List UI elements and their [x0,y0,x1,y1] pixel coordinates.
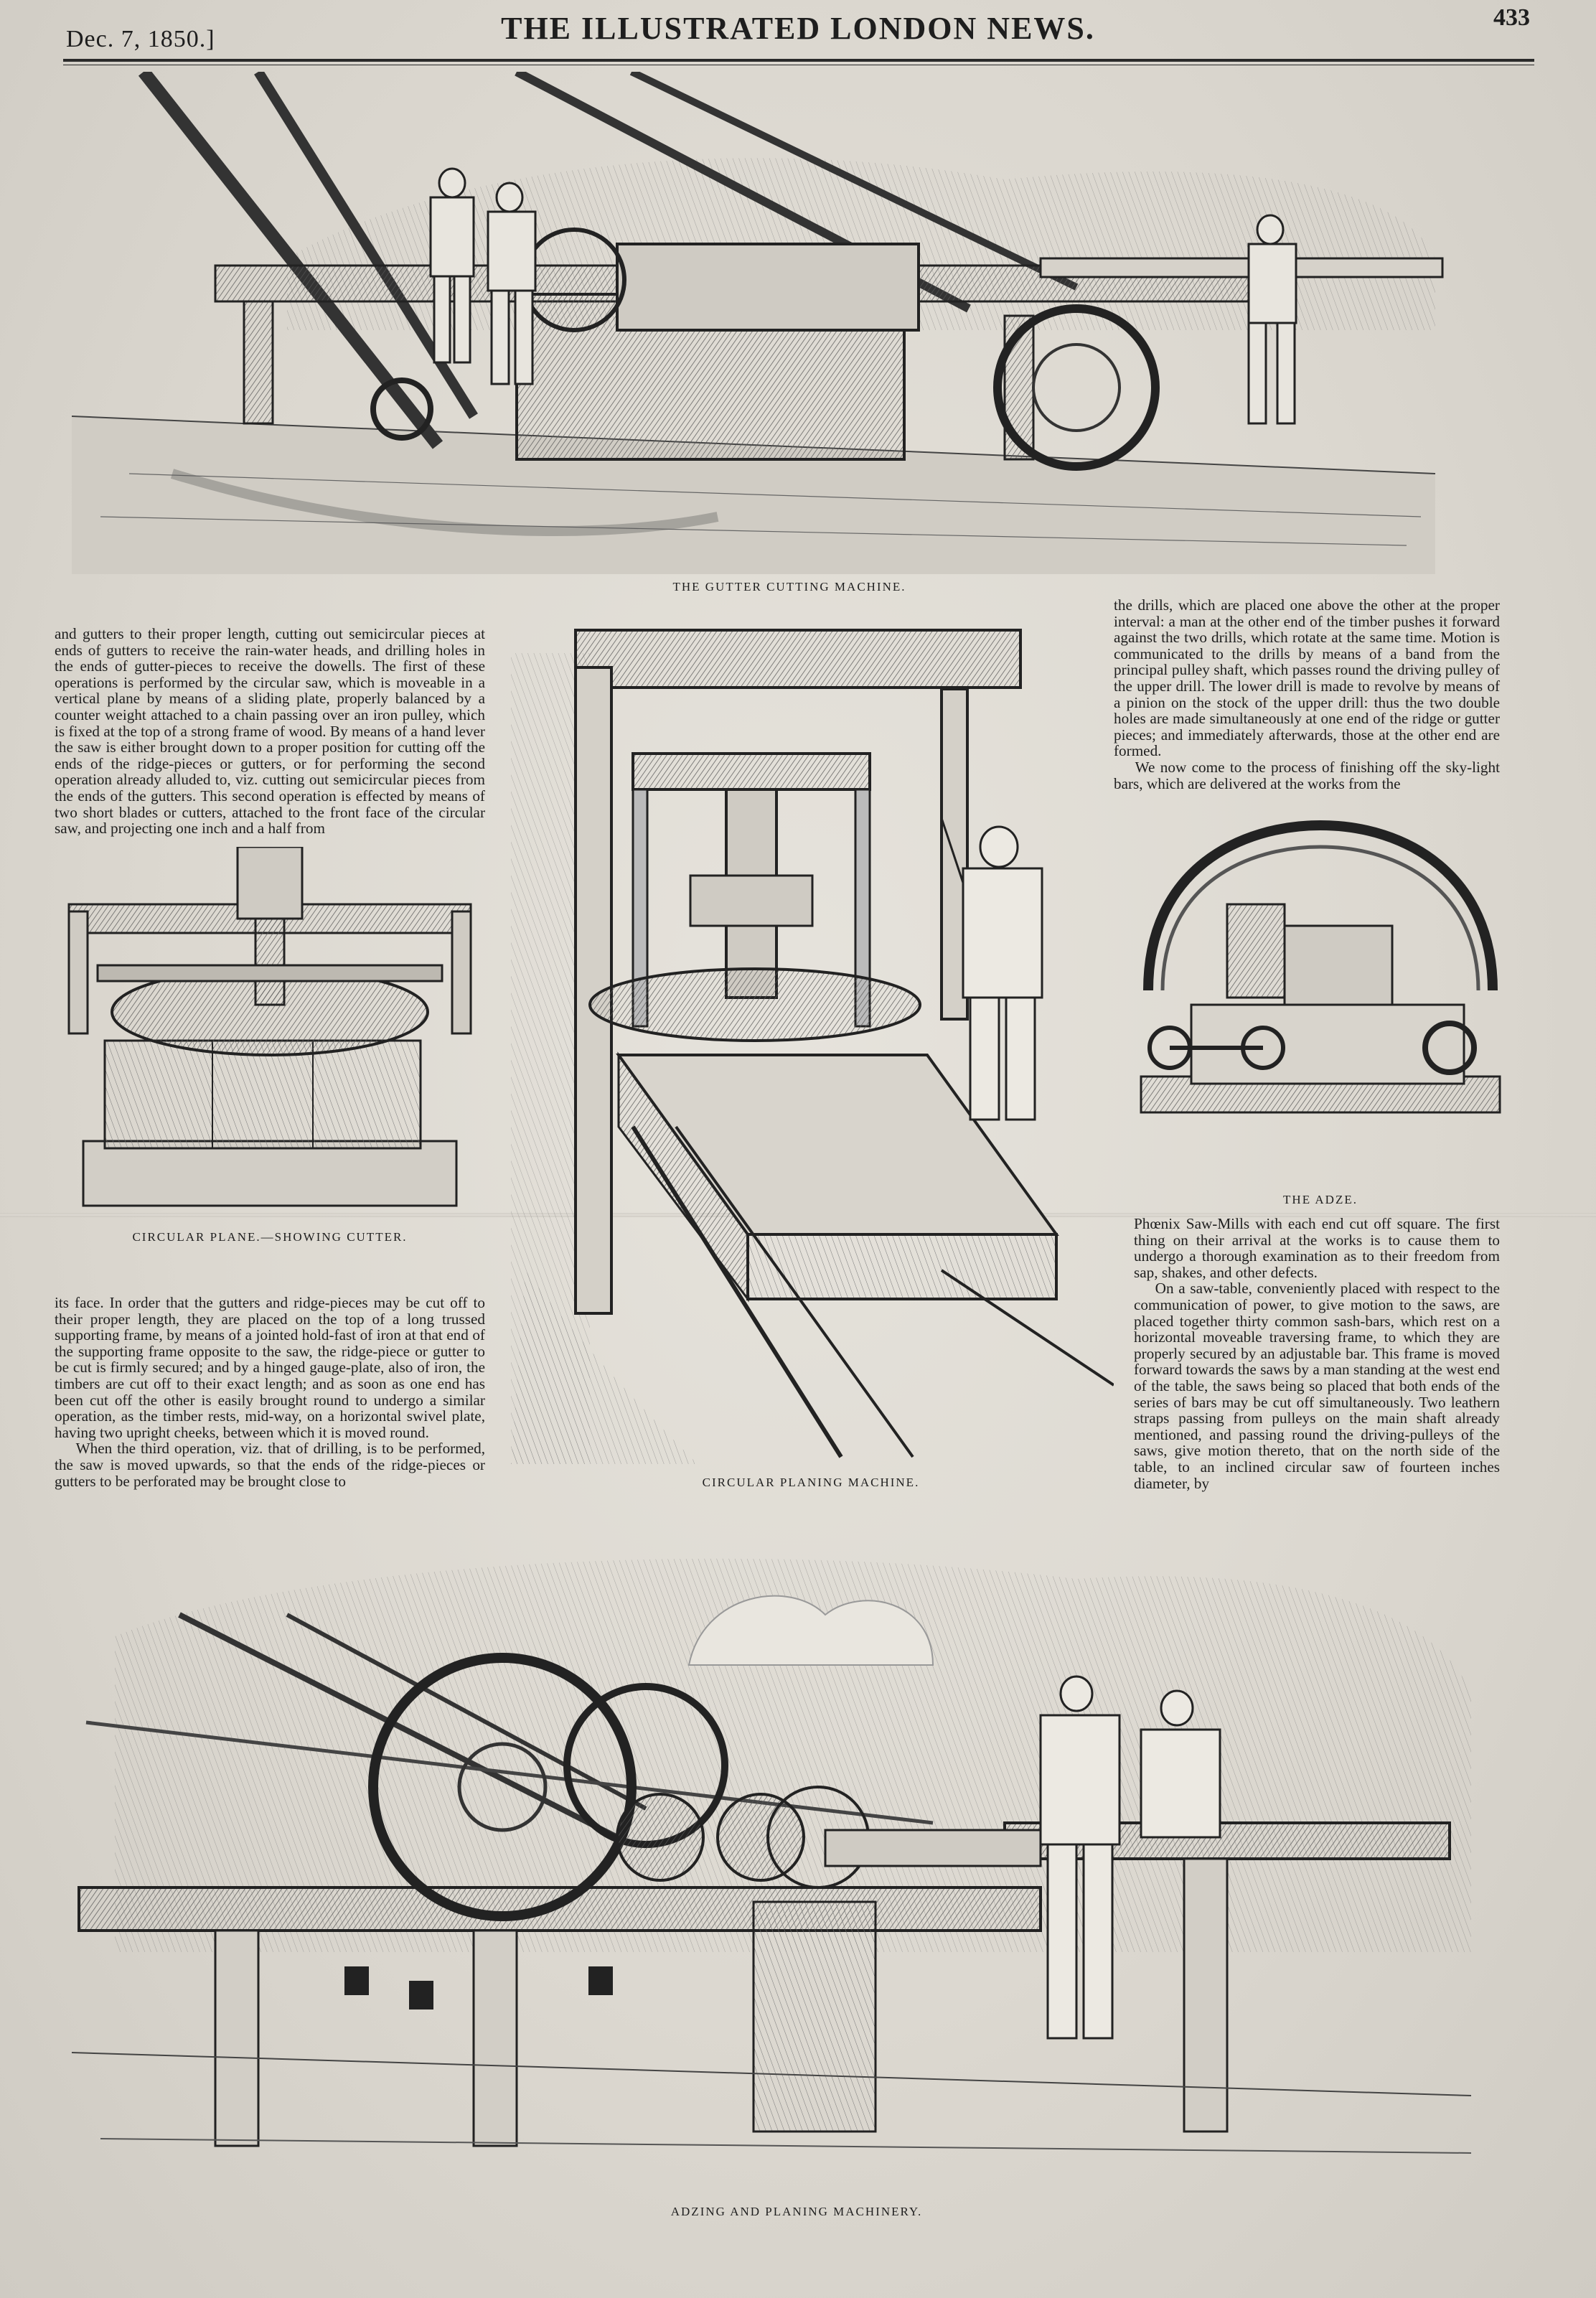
article-column-left-bottom [55,1295,485,1489]
caption-gutter-cutting-machine: THE GUTTER CUTTING MACHINE. [672,580,906,594]
adzing-planing-machinery-engraving [72,1550,1521,2196]
caption-adze: THE ADZE. [1283,1193,1358,1206]
article-column-right-bottom [1134,1216,1500,1491]
caption-circular-planing-machine: CIRCULAR PLANING MACHINE. [702,1476,920,1489]
paragraph: its face. In order that the gutters and ridge-pieces may be cut off to their proper length, they are placed on the top of a long trussed supporting frame, by means of a jointed hold-fast of iron at that end of the supporting frame opposite to the saw, the ridge-piece or gutter to be cut is firmly secured; and by a hinged gauge-plate, also of iron, the timbers are cut off to their exact length; and as soon as one end has been cut off the other is easily brought round to undergo a similar operation, as the timber rests, mid-way, on a horizontal swivel plate, having two upright cheeks, between which it is moved round. [55,1294,485,1441]
paragraph: and gutters to their proper length, cutting out semicircular pieces at ends of gutters to receive the rain-water heads, and drilling holes in the ends of gutter-pieces to receive the dowells. The first of these operations is performed by the circular saw, which is moveable in a vertical plane by means of a sliding plate, properly balanced by a counter weight attached to a chain passing over an iron pulley, which is fixed at the top of a strong frame of wood. By means of a hand lever the saw is either brought down to a proper position for cutting off the ends of the ridge-pieces or gutters, or for performing the second operation already alluded to, viz. cutting out semicircular pieces from the ends of the gutters. This second operation is effected by means of two short blades or cutters, attached to the front face of the circular saw, and projecting one inch and a half from [55,625,485,838]
paragraph: the drills, which are placed one above the other at the proper interval: a man at the other end of the timber pushes it forward against the two drills, which rotate at the same time. Motion is communicated to the drills by means of a band from the principal pulley shaft, which passes round the driving pulley of the upper drill. The lower drill is made to revolve by means of a pinion on the stock of the upper drill: thus the two double holes are made simultaneously at one end of the ridge or gutter pieces; and immediately afterwards, those at the other end are formed. [1114,596,1500,760]
article-column-left-top [55,626,485,837]
adze-engraving [1134,811,1507,1134]
masthead-title: THE ILLUSTRATED LONDON NEWS. [501,11,1095,46]
paragraph: On a saw-table, conveniently placed with respect to the communication of power, to give motion to the saws, are placed together thirty common sash-bars, which rest on a horizontal moveable traversing frame, to which they are properly secured by an adjustable bar. This frame is moved forward towards the saws by a man standing at the west end of the table, the saws being so placed that both ends of the series of bars may be cut off simultaneously. Two leathern straps passing from pulleys on the main shaft already mentioned, and passing round the driving-pulleys of the saws, give motion thereto, that on the north side of the table, to an inclined circular saw of fourteen inches diameter, by [1134,1280,1500,1492]
article-column-right-top [1114,597,1500,792]
circular-plane-engraving [55,847,485,1220]
caption-circular-plane: CIRCULAR PLANE.—SHOWING CUTTER. [132,1230,408,1244]
header-rule [63,59,1534,62]
circular-planing-machine-engraving [511,624,1114,1464]
paragraph: Phœnix Saw-Mills with each end cut off square. The first thing on their arrival at the works is to cause them to undergo a thorough examination as to their freedom from sap, shakes, and other defects. [1134,1215,1500,1281]
gutter-cutting-machine-engraving [72,72,1478,574]
paragraph: We now come to the process of finishing off the sky-light bars, which are delivered at the works from the [1114,758,1500,792]
page-number: 433 [1493,4,1530,31]
caption-adzing-planing-machinery: ADZING AND PLANING MACHINERY. [670,2205,923,2218]
paragraph: When the third operation, viz. that of drilling, is to be performed, the saw is moved upwards, so that the ends of the ridge-pieces or gutters to be perforated may be brought close to [55,1440,485,1490]
header-date: Dec. 7, 1850.] [66,26,215,52]
